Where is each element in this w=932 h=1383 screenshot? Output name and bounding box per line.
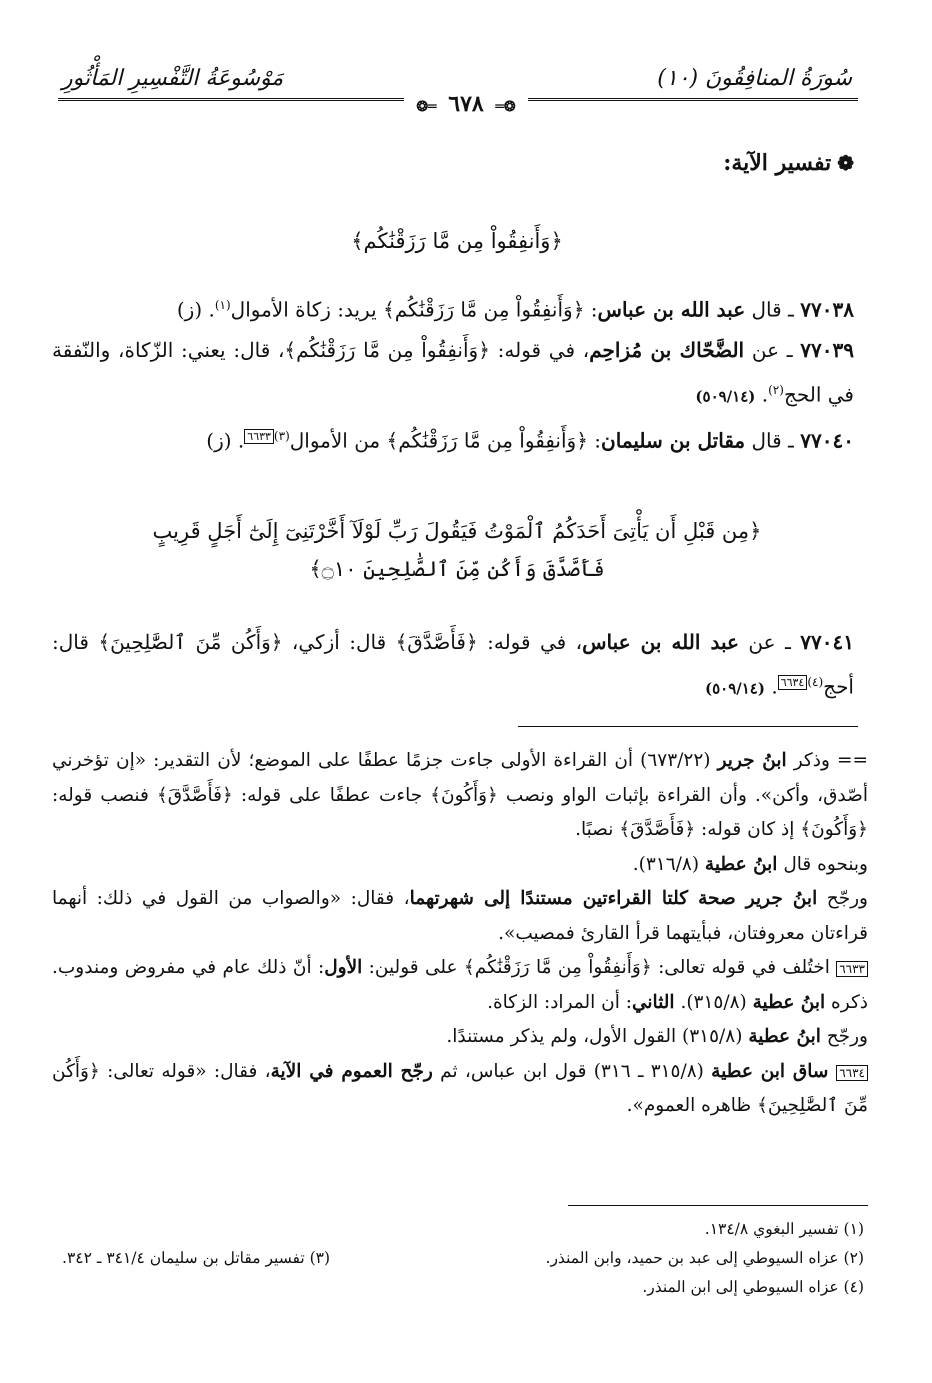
note-paragraph (52, 1055, 868, 1124)
note-emphasis: رجّح العموم في الآية (270, 1060, 433, 1082)
scholar-name: ابنُ عطية (748, 1026, 821, 1047)
note-text: ورجّح (820, 1026, 868, 1047)
footnote-1: (١) تفسير البغوي ١٣٤/٨. (704, 1220, 864, 1238)
footnote-marker: (٢) (768, 382, 784, 397)
header-book-title: مَوْسُوعَةُ التَّفْسِيرِ المَأْثُورِ (62, 66, 284, 91)
footnote-row (62, 1244, 864, 1273)
note-text: (٣١٥/٨ ـ ٣١٦) قول ابن عباس، ثم (432, 1060, 712, 1082)
entry-text: ـ عن (738, 630, 801, 654)
note-paragraph (52, 848, 868, 883)
narrator-name: عبد الله بن عباس (597, 297, 746, 322)
entry-text: . (764, 674, 778, 699)
entry-number: ٧٧٠٤٠ (800, 428, 854, 453)
verse-line-1: ﴿مِن قَبْلِ أَن يَأْتِىَ أَحَدَكُمُ ٱلْمَوْتُ فَيَقُولَ رَبِّ لَوْلَآ أَخَّرْتَنِىٓ إِلَىٰٓ أَجَلٍ قَرِيبٍ (152, 519, 762, 543)
commentary-notes (52, 744, 868, 1124)
entry-text: ـ عن (744, 337, 801, 362)
verse-line-2: فَأَصَّدَّقَ وَأَكُن مِّنَ ٱلصَّٰلِحِينَ ۝١٠﴾ (309, 557, 605, 581)
source-reference: (٥٠٩/١٤) (695, 387, 756, 406)
entry-text: ، في قوله: ﴿فَأَصَّدَّقَ﴾ قال: أزكي، ﴿وَأَكُن مِّنَ ٱلصَّٰلِحِينَ﴾ قال: أحج (52, 630, 854, 699)
footnote-2: (٢) عزاه السيوطي إلى عبد بن حميد، وابن المنذر. (545, 1249, 864, 1267)
verse-quote-1: ﴿وَأَنفِقُواْ مِن مَّا رَزَقْنَٰكُم﴾ (351, 229, 563, 253)
page-number: ٦٧٨ (448, 91, 484, 117)
section-title (723, 150, 854, 176)
note-emphasis: الأول (324, 957, 363, 978)
note-emphasis: صحة كلتا القراءتين مستندًا إلى شهرتهما (409, 888, 746, 909)
commentary-box-label: ٦٦٣٣ (836, 961, 868, 977)
entry-number: ٧٧٠٣٩ (800, 337, 855, 362)
entry-text: ، في قوله: ﴿وَأَنفِقُواْ مِن مَّا رَزَقْنَٰكُم﴾، قال: يعني: الزّكاة، والنّفقة في الحج (52, 337, 854, 407)
note-text: : أن المراد: الزكاة. (487, 991, 632, 1013)
source-reference: (٥٠٩/١٤) (704, 679, 765, 698)
note-text: : أنّ ذلك عام في مفروض ومندوب. ذكره (52, 957, 868, 1013)
ornament-left-icon: ═❂ (416, 99, 437, 115)
entry-text: . (ز) (206, 428, 245, 453)
entry-text: ـ قال (745, 428, 801, 453)
note-text: ، فقال: «والصواب من القول في ذلك: أنهما قراءتان معروفتان، فبأيتهما قرأ القارئ فمصيب». (52, 888, 868, 944)
footnote-marker: (١) (214, 298, 231, 312)
footnote-4: (٤) عزاه السيوطي إلى ابن المنذر. (642, 1278, 864, 1296)
note-paragraph (52, 744, 868, 848)
footnote-marker: (٣) (273, 429, 290, 444)
note-text: اختُلف في قوله تعالى: ﴿وَأَنفِقُواْ مِن مَّا رَزَقْنَٰكُم﴾ على قولين: (362, 957, 837, 978)
scholar-name: ابنُ جرير (745, 888, 818, 909)
footnote-marker: (٤) (807, 675, 824, 689)
note-text: (٦٧٣/٢٢) أن القراءة الأولى جاءت جزمًا عطفًا على الموضع؛ لأن التقدير: «إن تؤخرني أصّدق، وأكن». وأن القراءة بإثبات الواو ونصب ﴿وَأَكُونَ﴾ جاءت عطفًا على قوله: ﴿فَأَصَّدَّقَ﴾ فنصب قوله: ﴿وَأَكُونَ﴾ إذ كان قوله: ﴿فَأَصَّدَّقَ﴾ نصبًا. (52, 750, 868, 840)
entries-block-1 (52, 285, 854, 461)
page-number-wrap (0, 91, 932, 117)
scholar-name: ابنُ عطية (704, 853, 778, 875)
narrator-name: الضَّحّاك بن مُزاحِم (589, 337, 745, 362)
scholar-name: ابنُ عطية (752, 991, 826, 1013)
entry-text: : ﴿وَأَنفِقُواْ مِن مَّا رَزَقْنَٰكُم﴾ من الأموال (289, 428, 602, 453)
commentary-box-marker: ٦٦٣٣ (244, 429, 274, 444)
verse-quote-2 (60, 512, 854, 588)
note-text: (٣١٦/٨). (632, 853, 705, 875)
note-text: ورجّح (817, 888, 868, 909)
entry-77041 (52, 622, 854, 709)
scholar-name: ابنُ جرير (717, 750, 787, 771)
narrator-name: مقاتل بن سليمان (601, 428, 746, 453)
commentary-box-label: ٦٦٣٤ (836, 1065, 868, 1081)
flower-ornament-icon: ❁ (837, 151, 854, 175)
note-text: (٣١٥/٨). (674, 991, 753, 1013)
entry-text: ـ قال (745, 297, 801, 322)
footnotes (62, 1215, 864, 1302)
entry-text: . (755, 382, 769, 407)
ornament-right-icon: ❂═ (495, 99, 516, 115)
narrator-name: عبد الله بن عباس (582, 630, 739, 654)
note-text: == وذكر (786, 750, 868, 771)
entry-text: : ﴿وَأَنفِقُواْ مِن مَّا رَزَقْنَٰكُم﴾ يريد: زكاة الأموال (230, 297, 598, 322)
page-number-box (404, 91, 527, 117)
note-text: (٣١٥/٨) القول الأول، ولم يذكر مستندًا. (446, 1026, 749, 1047)
footnotes-separator-rule (568, 1205, 868, 1206)
note-paragraph (52, 951, 868, 1020)
entries-block-2 (52, 622, 854, 709)
commentary-box-marker: ٦٦٣٤ (778, 675, 808, 690)
note-text: وبنحوه قال (777, 853, 868, 875)
header-surah-title: سُورَةُ المنافِقُونَ (١٠) (657, 66, 852, 91)
entry-77038 (52, 285, 854, 330)
entry-77039 (52, 330, 854, 417)
entry-number: ٧٧٠٣٨ (800, 297, 854, 322)
note-paragraph (52, 1020, 868, 1055)
note-emphasis: ساق ابن عطية (711, 1060, 837, 1082)
note-paragraph (52, 882, 868, 951)
note-text: ، فقال: «قوله تعالى: ﴿وَأَكُن مِّنَ ٱلصَّٰلِحِينَ﴾ ظاهره العموم». (52, 1060, 868, 1116)
notes-separator-rule (518, 726, 858, 727)
section-title-text: تفسير الآية: (723, 150, 832, 176)
entry-77040 (52, 416, 854, 461)
entry-number: ٧٧٠٤١ (800, 630, 854, 654)
note-emphasis: الثاني (631, 991, 675, 1013)
footnote-3: (٣) تفسير مقاتل بن سليمان ٣٤١/٤ ـ ٣٤٢. (62, 1249, 331, 1267)
entry-text: . (ز) (176, 297, 215, 322)
